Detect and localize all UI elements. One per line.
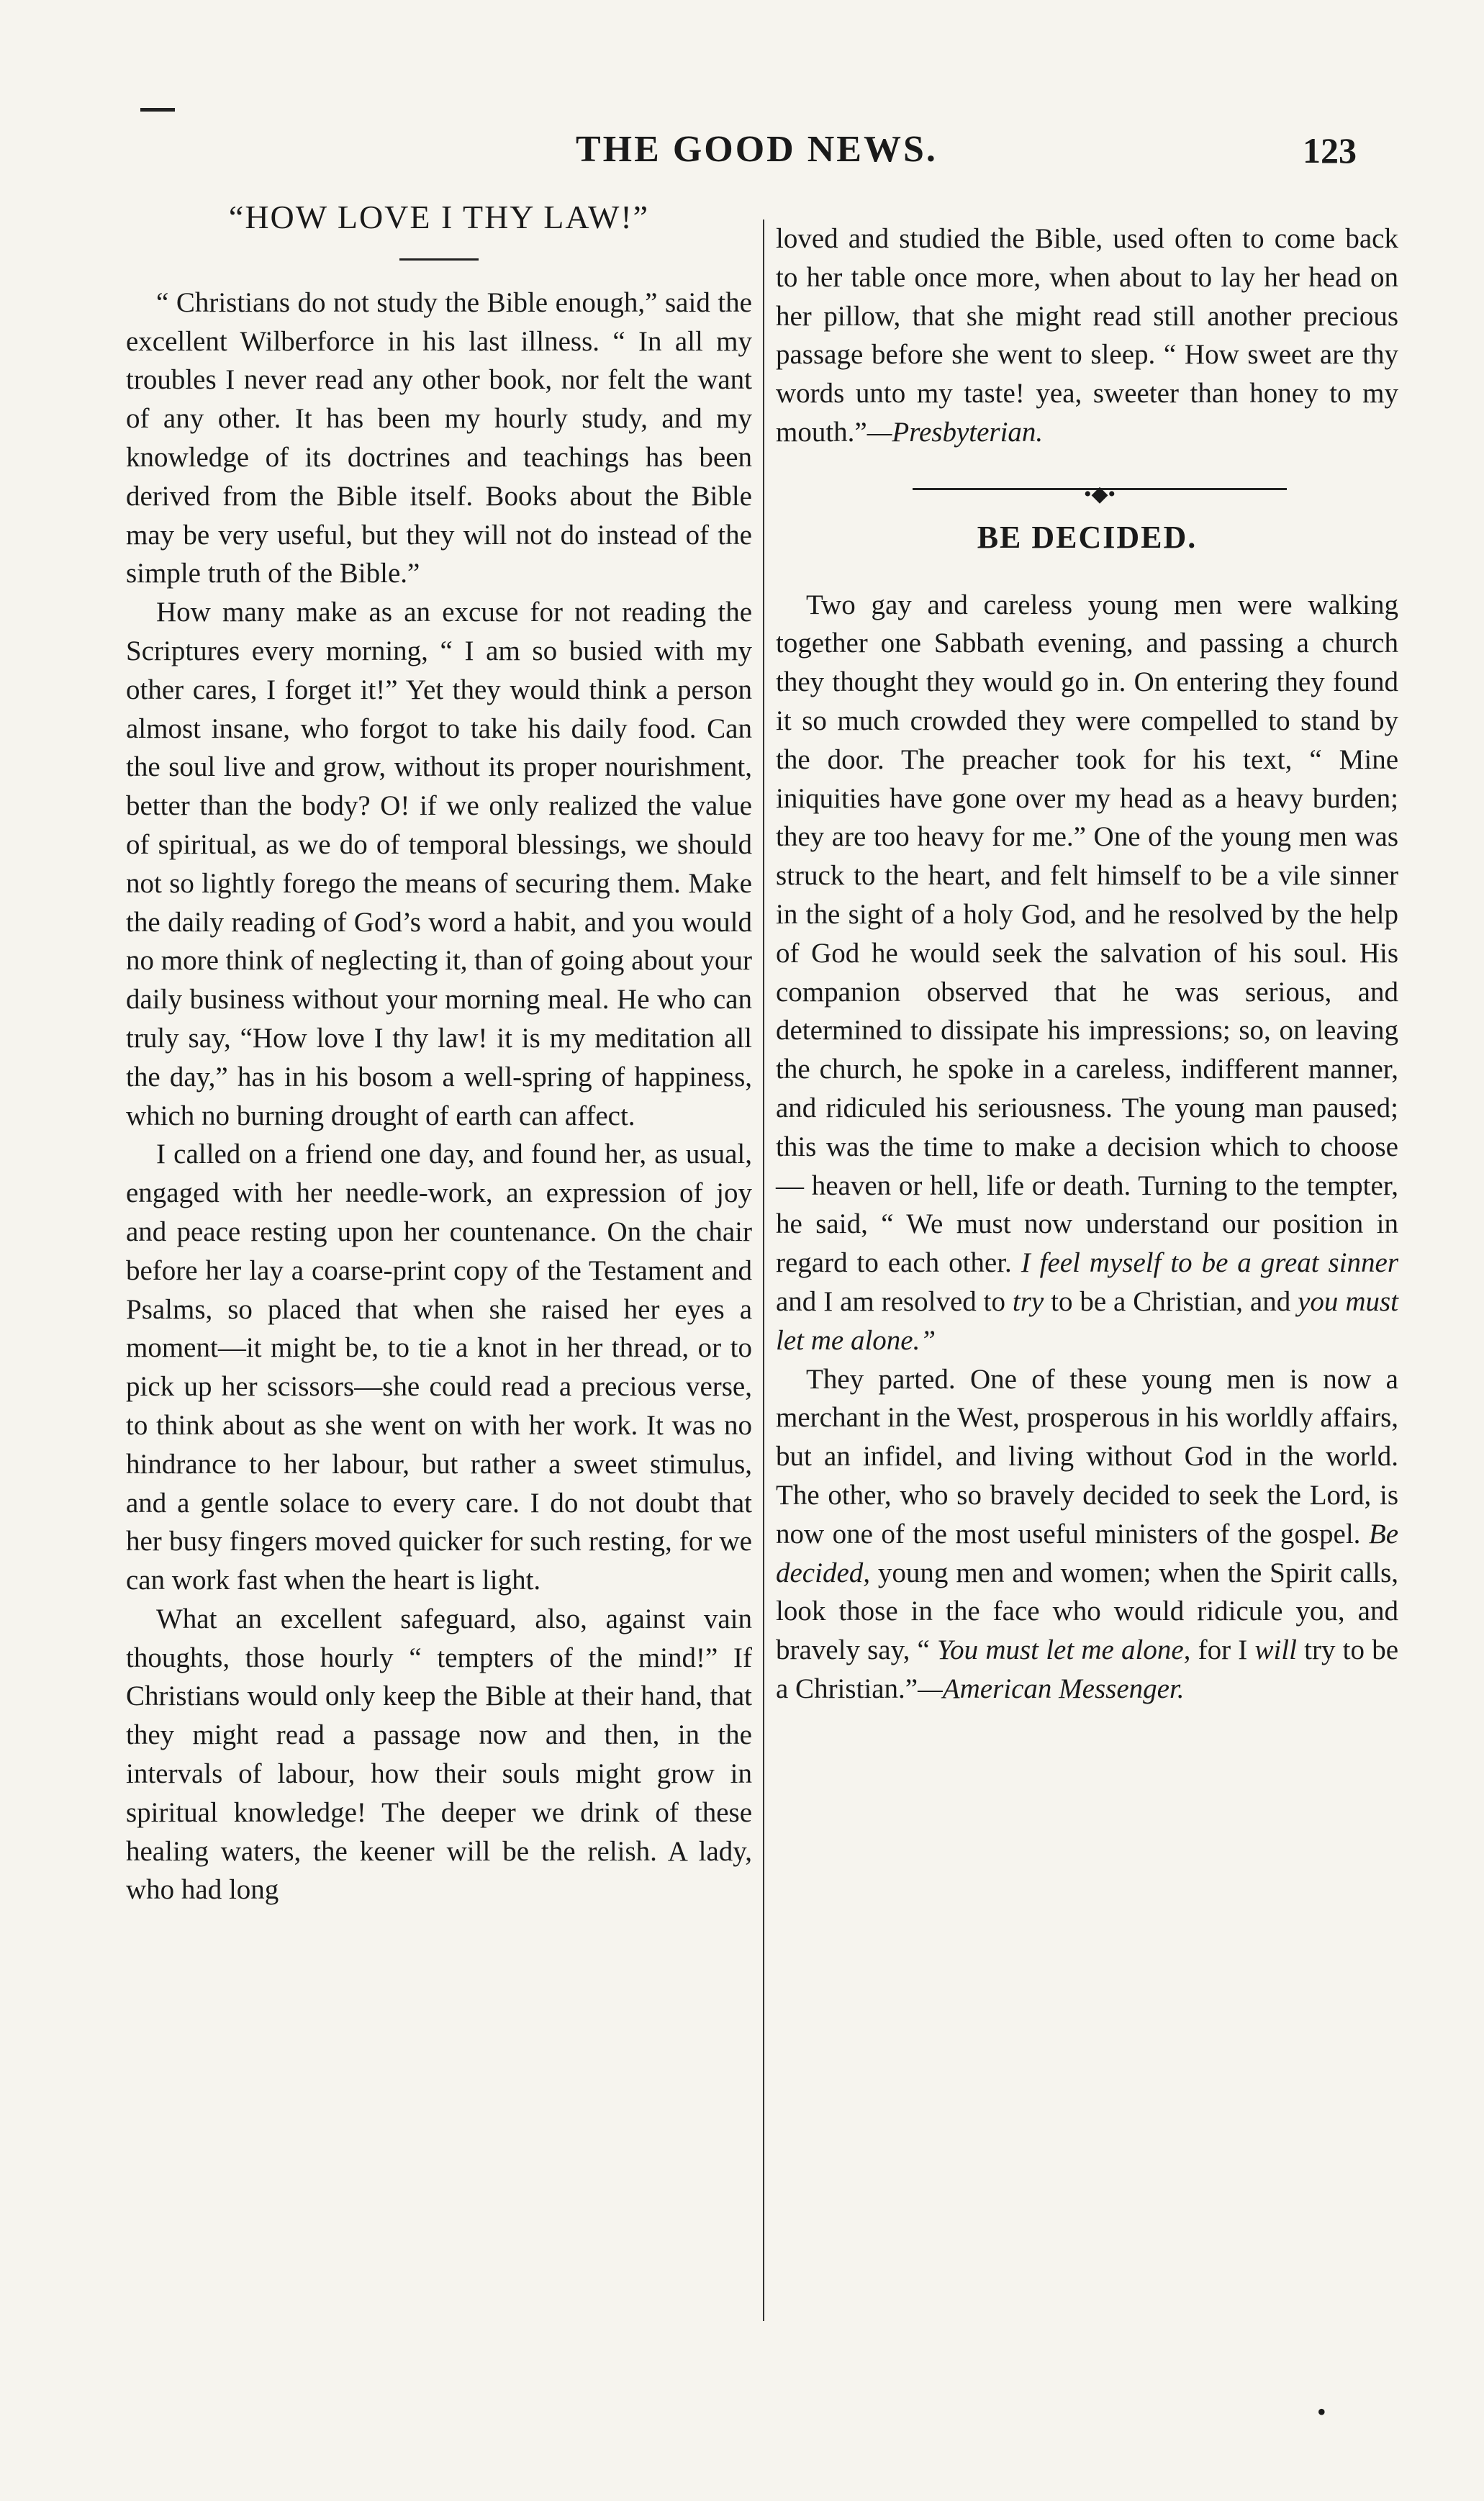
quote-let-me-alone: you must let me alone.” xyxy=(776,1285,1398,1356)
exhort-be-decided: Be decided, xyxy=(776,1518,1399,1588)
quote-try: try xyxy=(1012,1285,1044,1317)
exhort-text: young men and women; when the Spirit calls, look those in the face who would ridicule you, and bravely say, “ xyxy=(776,1557,1398,1666)
article2-headline: BE DECIDED. xyxy=(977,519,1198,555)
running-head xyxy=(0,128,1484,178)
article2-source: —American Messenger. xyxy=(918,1673,1185,1704)
article1-source: —Presbyterian. xyxy=(867,416,1044,448)
exhort-will: will xyxy=(1254,1634,1297,1666)
printer-mark xyxy=(140,108,175,112)
headline-rule xyxy=(399,258,479,261)
quote-great-sinner: I feel myself to be a great sinner xyxy=(1021,1247,1398,1279)
page-number: 123 xyxy=(1303,130,1357,171)
article1-headline: “HOW LOVE I THY LAW!” xyxy=(228,199,650,235)
right-column xyxy=(776,220,1398,1709)
quote-resolved: and I am resolved to xyxy=(776,1285,1013,1317)
section-separator xyxy=(776,468,1398,511)
separator-ornament: •◆• xyxy=(1083,481,1116,506)
article2-paragraph-2-text: They parted. One of these young men is now a merchant in the West, prosperous in his worldly affairs, but an infidel, and living without God in the world. The other, who so bravely decided to seek the Lord, is now one of the most useful ministers of the gospel. xyxy=(776,1363,1398,1550)
exhort-let-me-alone: You must let me alone, xyxy=(937,1634,1191,1666)
column-rule xyxy=(763,220,764,2321)
exhort-end: try to be a Christian.” xyxy=(776,1634,1399,1704)
article1-paragraph-3: I called on a friend one day, and found her, as usual, engaged with her needle-work, an expression of joy and peace resting upon her countenance. On the chair before her lay a coarse-print copy of the Testament and Psalms, so placed that when she raised her eyes a moment—it might be, to tie a knot in her thread, or to pick up her scissors—she could read a precious verse, to think about as she went on with her work. It was no hindrance to her labour, but rather a sweet stimulus, and a gentle solace to every care. I do not doubt that her busy fingers moved quicker for such resting, for we can work fast when the heart is light. xyxy=(126,1139,752,1596)
running-title: THE GOOD NEWS. xyxy=(576,129,938,170)
article2-paragraph-1 xyxy=(776,586,1398,1360)
article1-paragraph-4: What an excellent safeguard, also, against vain thoughts, those hourly “ tempters of the mind!” If Christians would only keep the Bible at their hand, that they might read a passage now and then, in the intervals of labour, how their souls might grow in spiritual knowledge! The deeper we drink of these healing waters, the keener will be the relish. A lady, who had long xyxy=(126,1603,752,1906)
article1-paragraph-2: How many make as an excuse for not reading the Scriptures every morning, “ I am so busied with my other cares, I forget it!” Yet they would think a person almost insane, who forgot to take his daily food. Can the soul live and grow, without its proper nourishment, better than the body? O! if we only realized the value of spiritual, as we do of temporal blessings, we should not so lightly forego the means of securing them. Make the daily reading of God’s word a habit, and you would no more think of neglecting it, than of going about your daily business without your morning meal. He who can truly say, “How love I thy law! it is my meditation all the day,” has in his bosom a well-spring of happiness, which no burning drought of earth can affect. xyxy=(126,597,752,1131)
article1-paragraph-1: “ Christians do not study the Bible enough,” said the excellent Wilberforce in his last illness. “ In all my troubles I never read any other book, nor felt the want of any other. It has been my hourly study, and my knowledge of its doctrines and teachings has been derived from the Bible itself. Books about the Bible may be very useful, but they will not do instead of the simple truth of the Bible.” xyxy=(126,286,752,589)
article1-continuation xyxy=(776,220,1398,452)
exhort-for-i: for I xyxy=(1190,1634,1255,1666)
quote-christian: to be a Christian, and xyxy=(1044,1285,1298,1317)
article2-paragraph-1-text: Two gay and careless young men were walking together one Sabbath evening, and passing a church they thought they would go in. On entering they found it so much crowded they were compelled to stand by the door. The preacher took for his text, “ Mine iniquities have gone over my head as a heavy burden; they are too heavy for me.” One of the young men was struck to the heart, and felt himself to be a vile sinner in the sight of a holy God, and he resolved by the help of God he would seek the salvation of his soul. His companion observed that he was serious, and determined to dissipate his impressions; so, on leaving the church, he spoke in a careless, indifferent manner, and ridiculed his seriousness. The young man paused; this was the time to make a decision which to choose — heaven or hell, life or death. Turning to the tempter, he said, “ We must now understand our position in regard to each other. xyxy=(776,589,1398,1279)
article1-continuation-text: loved and studied the Bible, used often to come back to her table once more, when about to lay her head on her pillow, that she might read still another precious passage before she went to sleep. “ How sweet are thy words unto my taste! yea, sweeter than honey to my mouth.” xyxy=(776,223,1398,448)
bottom-marks: • xyxy=(1317,2397,1326,2426)
left-column xyxy=(126,198,752,1909)
article2-paragraph-2 xyxy=(776,1360,1398,1709)
